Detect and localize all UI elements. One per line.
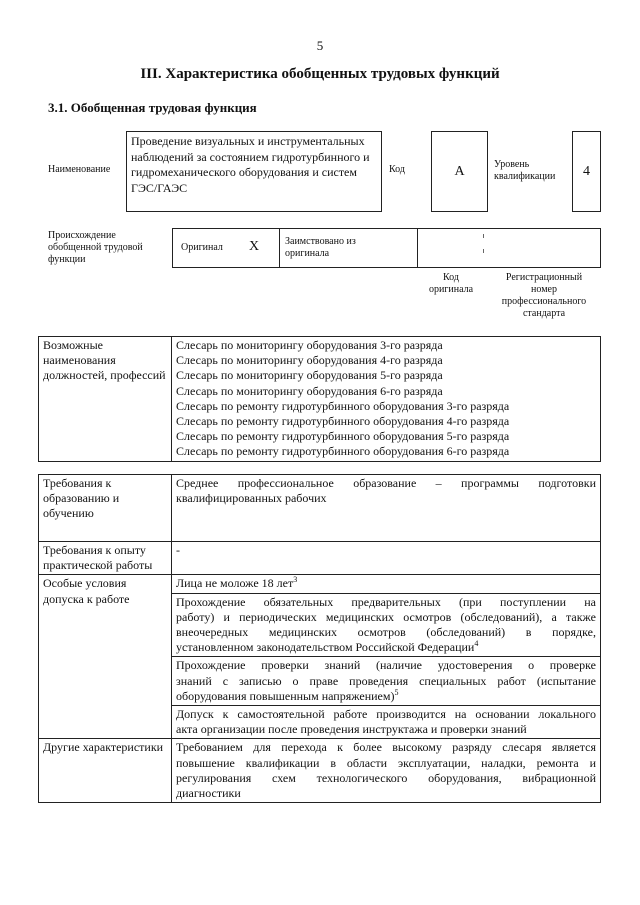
reg-number-caption: Регистрационный номер профессионального стандарта	[501, 272, 587, 319]
original-mark: X	[249, 239, 260, 254]
origin-label: Происхождение обобщенной трудовой функции	[48, 230, 143, 265]
level-box: 4	[572, 131, 601, 212]
section-title: III. Характеристика обобщенных трудовых функций	[140, 66, 500, 82]
position-item: Слесарь по мониторингу оборудования 4-го разряда	[176, 353, 443, 368]
positions-label: Возможные наименования должностей, профессий	[39, 337, 172, 462]
page-number: 5	[316, 38, 324, 53]
other-value: Требованием для перехода к более высокому разряду слесаря является повышение квалификации в области эксплуатации, наладки, ремонта и регулирования схем технологического оборудования, вибрационной диагностики	[172, 739, 601, 803]
condition-age: Лица не моложе 18 лет$^3$	[172, 575, 600, 593]
position-item: Слесарь по ремонту гидротурбинного оборудования 6-го разряда	[176, 444, 510, 459]
conditions-value	[172, 575, 601, 739]
education-value	[172, 475, 601, 542]
position-item: Слесарь по ремонту гидротурбинного оборудования 3-го разряда	[176, 398, 510, 413]
education-line: квалифицированных рабочих	[176, 491, 327, 506]
code-box: A	[431, 131, 488, 212]
education-line: Среднее профессиональное образование – программы подготовки	[176, 476, 596, 490]
position-item: Слесарь по мониторингу оборудования 5-го разряда	[176, 368, 443, 383]
function-name-box: Проведение визуальных и инструментальных наблюдений за состоянием гидротурбинного и гидромеханического оборудования и систем ГЭС/ГАЭС	[126, 131, 382, 212]
level-label: Уровень квалификации	[494, 159, 556, 182]
conditions-label: Особые условия допуска к работе	[39, 575, 172, 739]
positions-table	[38, 336, 601, 462]
requirements-table	[38, 474, 601, 803]
education-label: Требования к образованию и обучению	[39, 475, 172, 542]
position-item: Слесарь по мониторингу оборудования 3-го разряда	[176, 338, 443, 352]
origin-table	[172, 228, 601, 268]
subsection-title: 3.1. Обобщенная трудовая функция	[48, 100, 257, 115]
condition-medical: Прохождение обязательных предварительных (при поступлении на работу) и периодических медицинских осмотров (обследований), а также внеочередных медицинских осмотров (обследований) в порядке, установленном законодательством Российской Федерации$^4$	[176, 594, 596, 655]
position-item: Слесарь по ремонту гидротурбинного оборудования 5-го разряда	[176, 429, 510, 444]
experience-label: Требования к опыту практической работы	[39, 542, 172, 575]
original-label: Оригинал	[181, 242, 223, 253]
other-label: Другие характеристики	[39, 739, 172, 803]
position-item: Слесарь по ремонту гидротурбинного оборудования 4-го разряда	[176, 414, 510, 429]
position-item: Слесарь по мониторингу оборудования 6-го разряда	[176, 383, 443, 398]
code-label: Код	[389, 164, 405, 175]
borrowed-label: Заимствовано из оригинала	[285, 236, 356, 259]
positions-list	[172, 337, 601, 462]
code-original-caption: Код оригинала	[428, 272, 474, 295]
condition-knowledge-check: Прохождение проверки знаний (наличие удостоверения о проверке знаний с записью о праве проведения специальных работ (испытание оборудования повышенным напряжением)$^5$	[172, 656, 600, 705]
experience-value: -	[172, 542, 601, 575]
name-label: Наименование	[48, 164, 111, 175]
condition-admission: Допуск к самостоятельной работе производится на основании локального акта организации после проведения инструктажа и проверки знаний	[172, 705, 600, 738]
